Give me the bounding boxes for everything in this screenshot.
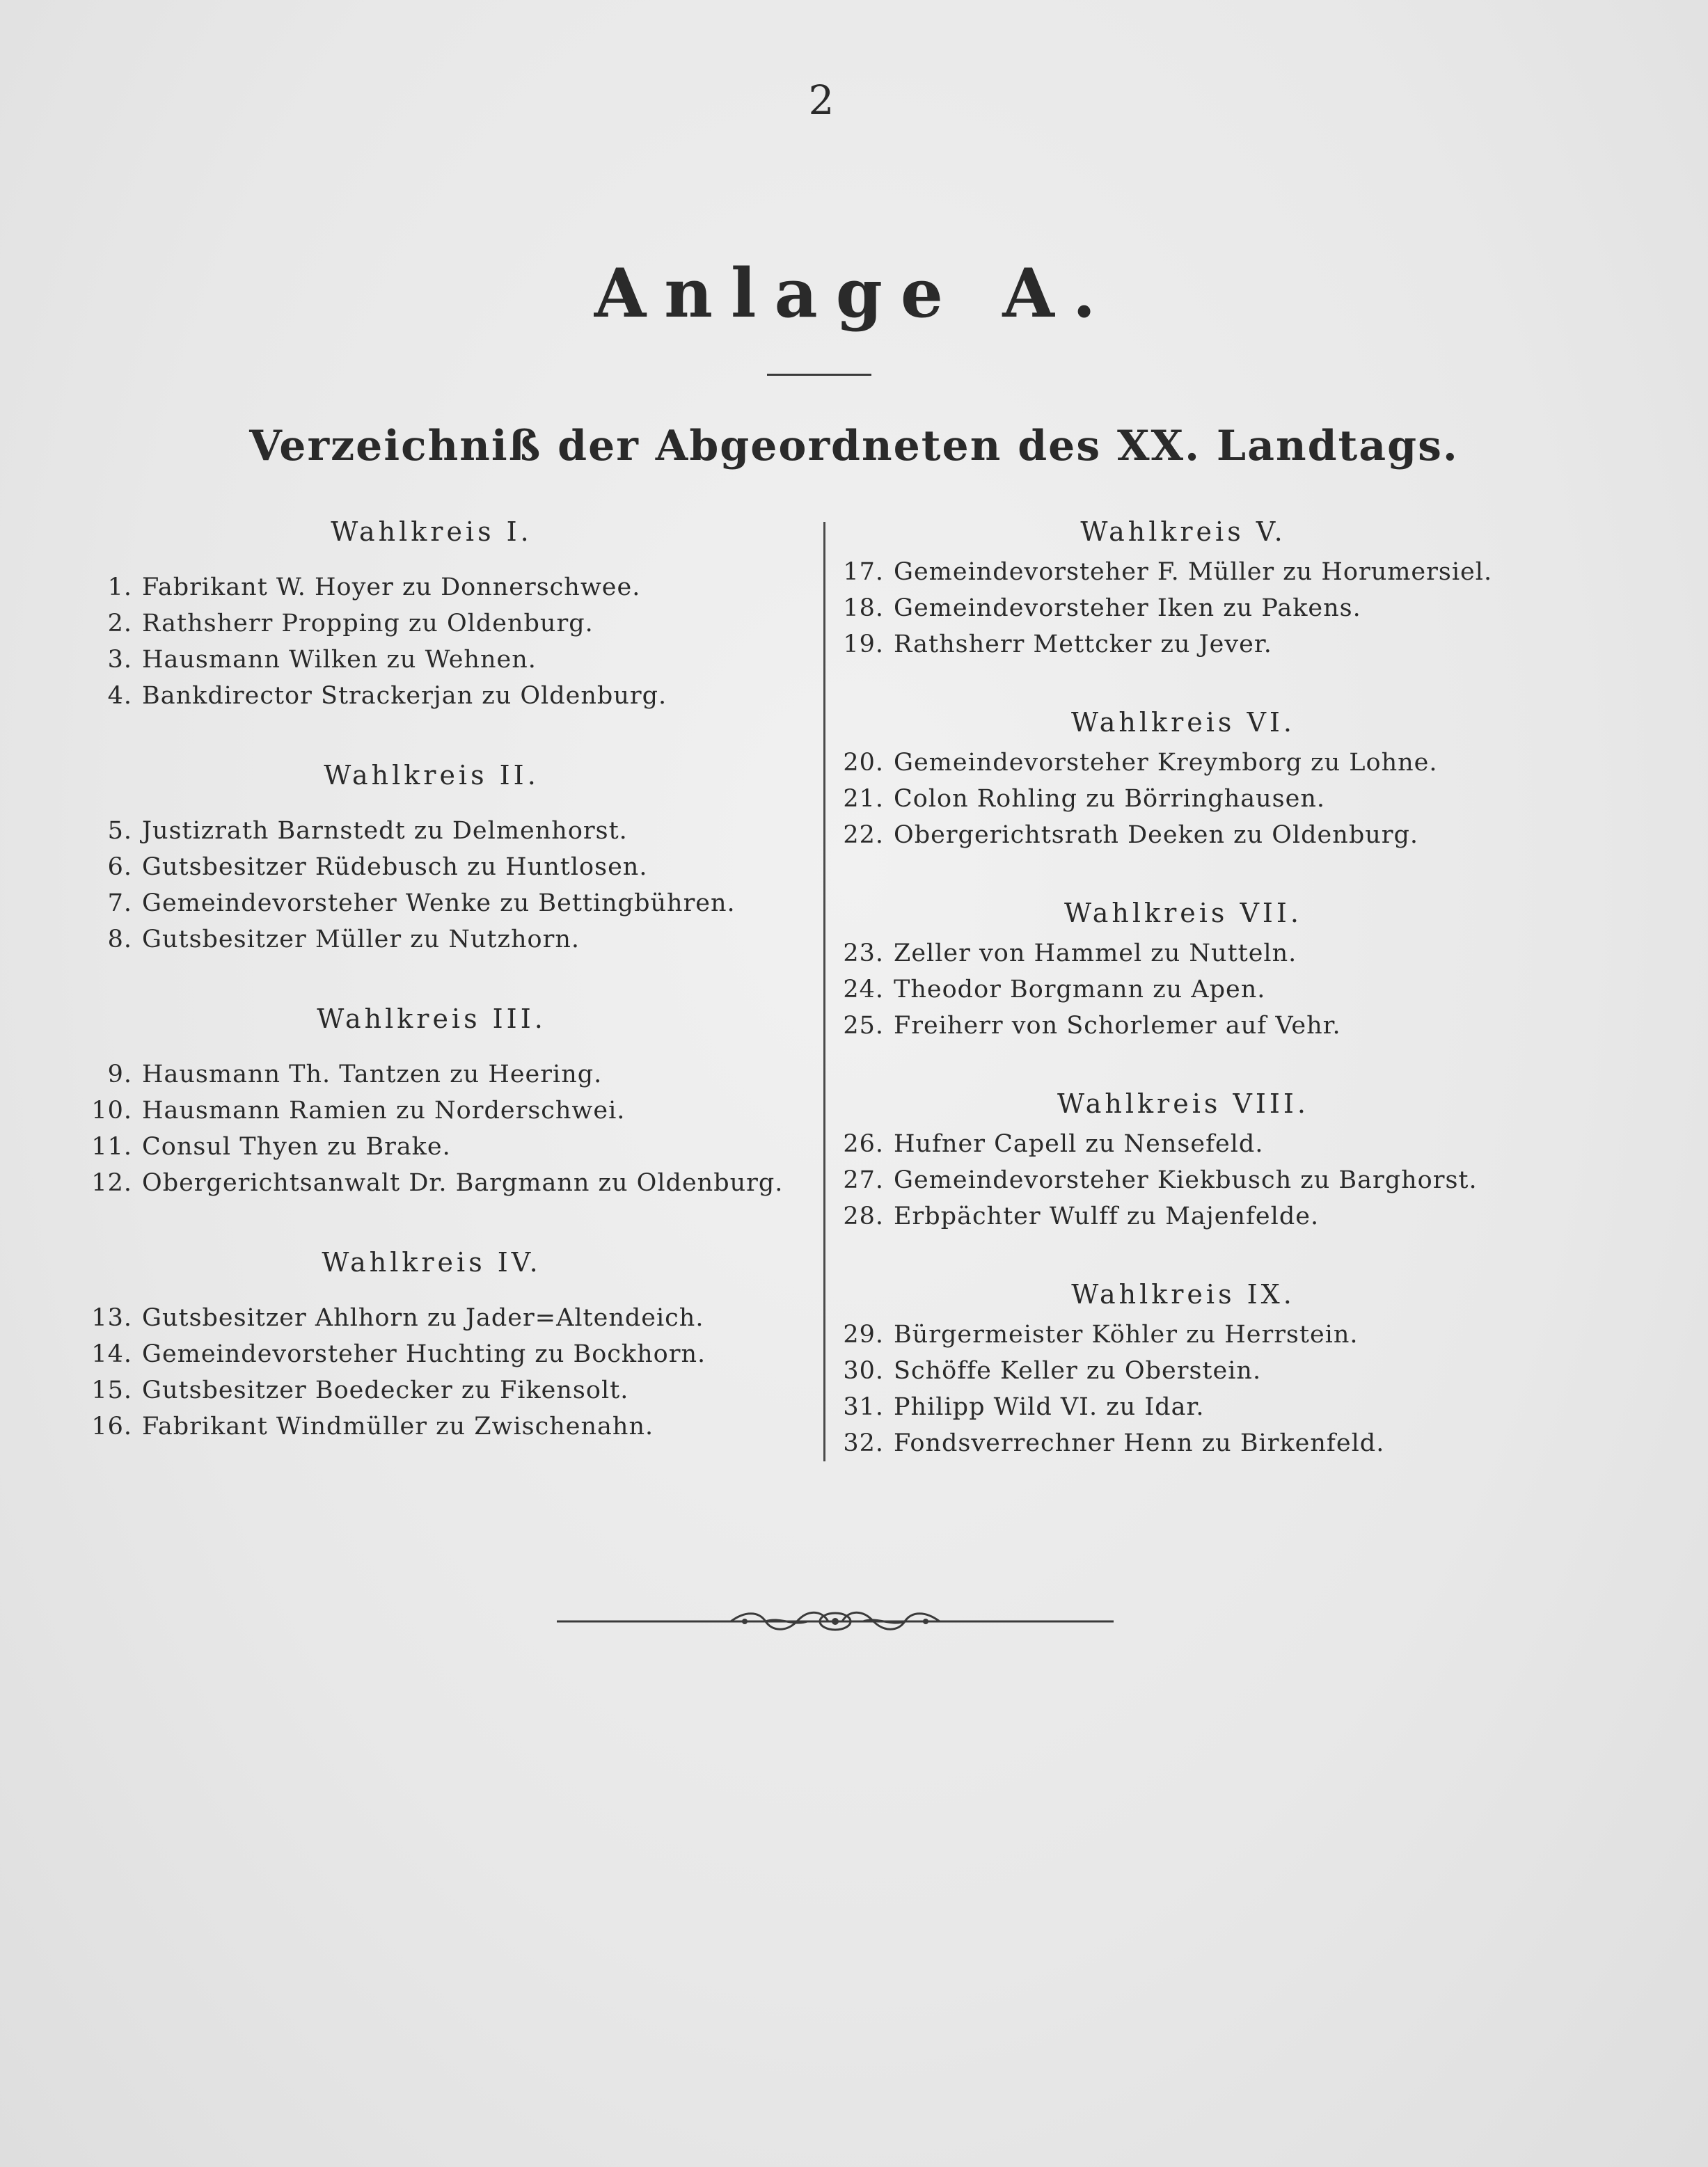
member-number: 22.: [843, 821, 884, 849]
district-heading: Wahlkreis VII.: [1064, 898, 1302, 928]
member-number: 4.: [107, 682, 132, 710]
left-column: [84, 514, 793, 1488]
district-heading: Wahlkreis IV.: [322, 1247, 541, 1278]
district-block: [835, 1086, 1503, 1235]
member-text: Rathsherr Propping zu Oldenburg.: [142, 610, 594, 637]
member-number: 30.: [843, 1357, 884, 1385]
member-text: Gutsbesitzer Rüdebusch zu Huntlosen.: [142, 853, 648, 881]
member-entry: [835, 971, 1503, 1008]
member-number: 32.: [843, 1429, 884, 1457]
member-number: 21.: [843, 785, 884, 813]
member-number: 9.: [107, 1061, 132, 1088]
member-text: Rathsherr Mettcker zu Jever.: [894, 630, 1272, 658]
member-number: 8.: [107, 926, 132, 953]
right-column: [835, 514, 1503, 1503]
member-number: 3.: [107, 646, 132, 674]
member-text: Schöffe Keller zu Oberstein.: [894, 1357, 1262, 1385]
member-number: 2.: [107, 610, 132, 637]
member-number: 18.: [843, 594, 884, 622]
member-text: Justizrath Barnstedt zu Delmenhorst.: [142, 817, 628, 845]
member-entry: [84, 1129, 793, 1165]
member-text: Bankdirector Strackerjan zu Oldenburg.: [142, 682, 667, 710]
document-subtitle: Verzeichniß der Abgeordneten des XX. Landtags.: [249, 422, 1459, 470]
member-number: 24.: [843, 976, 884, 1003]
member-text: Zeller von Hammel zu Nutteln.: [894, 939, 1297, 967]
member-text: Obergerichtsanwalt Dr. Bargmann zu Oldenburg.: [142, 1169, 784, 1197]
member-entry: [84, 1336, 793, 1372]
member-entry: [835, 1353, 1503, 1389]
member-number: 7.: [107, 889, 132, 917]
member-entry: [84, 605, 793, 642]
member-entry: [835, 554, 1503, 590]
page-number: 2: [808, 77, 835, 124]
member-entry: [835, 781, 1503, 817]
document-title: Anlage A.: [594, 254, 1114, 333]
member-number: 28.: [843, 1202, 884, 1230]
district-heading: Wahlkreis IX.: [1071, 1279, 1295, 1310]
title-rule: [767, 374, 871, 376]
district-heading: Wahlkreis I.: [331, 516, 532, 547]
district-block: [835, 514, 1503, 662]
district-heading: Wahlkreis III.: [317, 1003, 546, 1034]
member-entry: [84, 1300, 793, 1336]
district-block: [84, 1001, 793, 1201]
member-entry: [84, 678, 793, 714]
member-number: 11.: [91, 1133, 132, 1161]
member-number: 12.: [91, 1169, 132, 1197]
member-entry: [835, 1126, 1503, 1162]
member-entry: [84, 569, 793, 605]
member-text: Fabrikant W. Hoyer zu Donnerschwee.: [142, 573, 641, 601]
member-text: Gutsbesitzer Ahlhorn zu Jader=Altendeich.: [142, 1304, 704, 1332]
member-number: 1.: [107, 573, 132, 601]
district-heading: Wahlkreis VI.: [1071, 707, 1295, 738]
district-block: [84, 1244, 793, 1445]
district-heading: Wahlkreis V.: [1080, 516, 1286, 547]
member-text: Gemeindevorsteher F. Müller zu Horumersiel.: [894, 558, 1493, 586]
district-block: [835, 1276, 1503, 1461]
member-number: 17.: [843, 558, 884, 586]
member-number: 10.: [91, 1097, 132, 1125]
member-entry: [84, 1093, 793, 1129]
member-text: Philipp Wild VI. zu Idar.: [894, 1393, 1205, 1421]
district-heading: Wahlkreis VIII.: [1057, 1088, 1309, 1119]
member-number: 20.: [843, 749, 884, 777]
member-text: Bürgermeister Köhler zu Herrstein.: [894, 1321, 1359, 1349]
member-text: Erbpächter Wulff zu Majenfelde.: [894, 1202, 1320, 1230]
member-text: Consul Thyen zu Brake.: [142, 1133, 451, 1161]
member-text: Gutsbesitzer Müller zu Nutzhorn.: [142, 926, 580, 953]
member-text: Obergerichtsrath Deeken zu Oldenburg.: [894, 821, 1419, 849]
member-entry: [84, 921, 793, 958]
member-entry: [835, 626, 1503, 662]
member-entry: [835, 590, 1503, 626]
member-entry: [84, 813, 793, 849]
district-block: [84, 514, 793, 714]
member-number: 5.: [107, 817, 132, 845]
member-text: Colon Rohling zu Börringhausen.: [894, 785, 1326, 813]
district-block: [835, 895, 1503, 1044]
member-text: Gemeindevorsteher Kiekbusch zu Barghorst.: [894, 1166, 1478, 1194]
member-text: Gemeindevorsteher Wenke zu Bettingbühren.: [142, 889, 736, 917]
member-entry: [84, 885, 793, 921]
district-block: [84, 757, 793, 958]
member-text: Hausmann Wilken zu Wehnen.: [142, 646, 537, 674]
member-entry: [835, 817, 1503, 853]
member-text: Fabrikant Windmüller zu Zwischenahn.: [142, 1413, 654, 1440]
column-divider: [823, 522, 825, 1461]
member-entry: [84, 642, 793, 678]
member-text: Hausmann Ramien zu Norderschwei.: [142, 1097, 626, 1125]
district-heading: Wahlkreis II.: [324, 760, 539, 791]
member-text: Gemeindevorsteher Kreymborg zu Lohne.: [894, 749, 1438, 777]
member-number: 15.: [91, 1376, 132, 1404]
member-number: 6.: [107, 853, 132, 881]
member-number: 27.: [843, 1166, 884, 1194]
member-text: Theodor Borgmann zu Apen.: [894, 976, 1266, 1003]
member-number: 13.: [91, 1304, 132, 1332]
member-number: 23.: [843, 939, 884, 967]
district-block: [835, 704, 1503, 853]
member-text: Freiherr von Schorlemer auf Vehr.: [894, 1012, 1341, 1040]
member-number: 19.: [843, 630, 884, 658]
member-number: 16.: [91, 1413, 132, 1440]
member-text: Fondsverrechner Henn zu Birkenfeld.: [894, 1429, 1385, 1457]
member-entry: [84, 1372, 793, 1408]
member-entry: [835, 935, 1503, 971]
member-entry: [835, 1389, 1503, 1425]
member-entry: [84, 1408, 793, 1445]
member-number: 25.: [843, 1012, 884, 1040]
member-entry: [835, 745, 1503, 781]
member-number: 26.: [843, 1130, 884, 1158]
member-entry: [835, 1317, 1503, 1353]
member-number: 31.: [843, 1393, 884, 1421]
member-entry: [835, 1425, 1503, 1461]
member-text: Gemeindevorsteher Huchting zu Bockhorn.: [142, 1340, 706, 1368]
member-text: Gutsbesitzer Boedecker zu Fikensolt.: [142, 1376, 629, 1404]
member-number: 14.: [91, 1340, 132, 1368]
member-entry: [835, 1008, 1503, 1044]
ornament-divider: [557, 1604, 1114, 1639]
member-entry: [835, 1198, 1503, 1235]
member-entry: [84, 1165, 793, 1201]
member-text: Hausmann Th. Tantzen zu Heering.: [142, 1061, 603, 1088]
member-entry: [84, 849, 793, 885]
member-entry: [84, 1056, 793, 1093]
member-number: 29.: [843, 1321, 884, 1349]
member-text: Gemeindevorsteher Iken zu Pakens.: [894, 594, 1361, 622]
member-text: Hufner Capell zu Nensefeld.: [894, 1130, 1264, 1158]
member-entry: [835, 1162, 1503, 1198]
